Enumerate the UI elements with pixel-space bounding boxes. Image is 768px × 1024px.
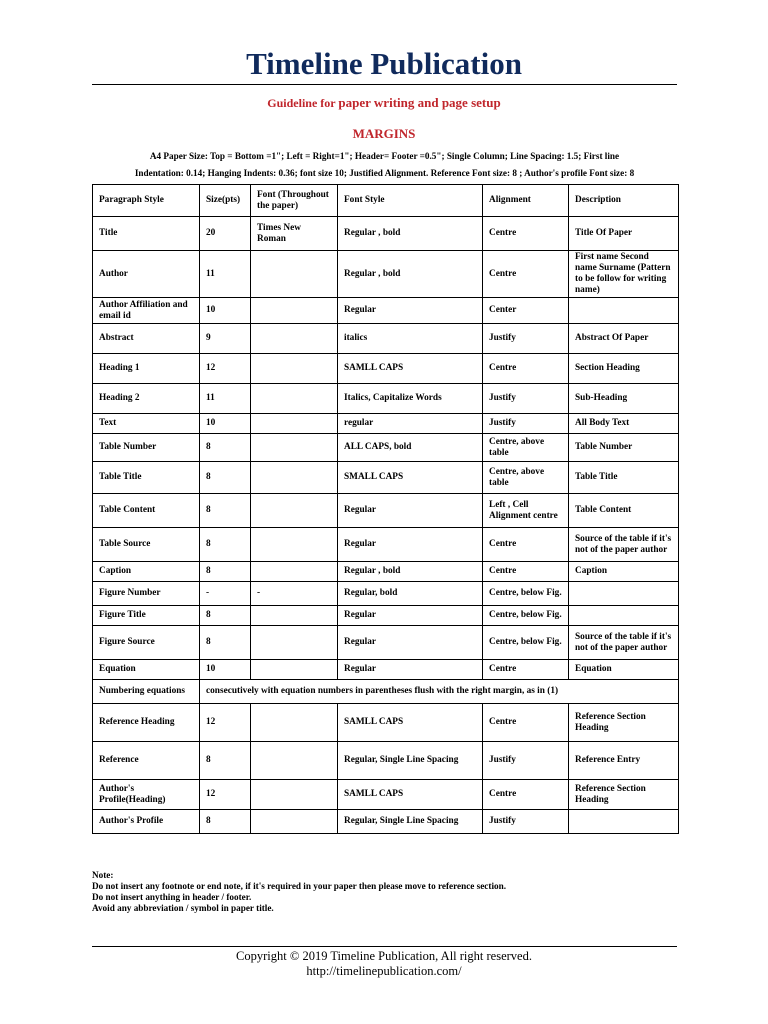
- table-cell: Caption: [93, 562, 200, 582]
- table-cell: [251, 528, 338, 562]
- table-row: [93, 384, 679, 414]
- table-cell: Italics, Capitalize Words: [338, 384, 483, 414]
- table-cell: Regular: [338, 626, 483, 660]
- table-row: [93, 810, 679, 834]
- table-cell: Centre: [483, 251, 569, 298]
- table-header-cell: Description: [569, 185, 679, 217]
- table-cell: [251, 626, 338, 660]
- spec-line-2: Indentation: 0.14; Hanging Indents: 0.36; font size 10; Justified Alignment. Reference Font size: 8 ; Author's profile Font size: 8: [134, 168, 635, 178]
- table-cell: [569, 606, 679, 626]
- spec-line-1: A4 Paper Size: Top = Bottom =1"; Left = Right=1"; Header= Footer =0.5"; Single Column; Line Spacing: 1.5; First line: [149, 151, 620, 161]
- table-cell: 11: [200, 384, 251, 414]
- table-row: [93, 217, 679, 251]
- table-row: [93, 562, 679, 582]
- table-cell: Centre: [483, 704, 569, 742]
- table-cell: Reference Heading: [93, 704, 200, 742]
- table-cell: First name Second name Surname (Pattern to be follow for writing name): [569, 251, 679, 298]
- table-cell: 8: [200, 606, 251, 626]
- table-cell: All Body Text: [569, 414, 679, 434]
- table-cell: Figure Title: [93, 606, 200, 626]
- table-cell: Source of the table if it's not of the paper author: [569, 528, 679, 562]
- table-row: [93, 462, 679, 494]
- table-cell: Left , Cell Alignment centre: [483, 494, 569, 528]
- table-cell: Source of the table if it's not of the paper author: [569, 626, 679, 660]
- note-line: Do not insert anything in header / footer.: [92, 892, 252, 902]
- table-cell: 10: [200, 414, 251, 434]
- table-cell: Equation: [569, 660, 679, 680]
- table-cell: Caption: [569, 562, 679, 582]
- table-cell: ALL CAPS, bold: [338, 434, 483, 462]
- footer-rule: [92, 946, 677, 947]
- table-row: [93, 780, 679, 810]
- table-cell: Regular: [338, 494, 483, 528]
- table-cell: Centre: [483, 528, 569, 562]
- footer-url: http://timelinepublication.com/: [306, 964, 462, 978]
- table-cell: Figure Source: [93, 626, 200, 660]
- table-cell: 11: [200, 251, 251, 298]
- note-line: Avoid any abbreviation / symbol in paper title.: [92, 903, 274, 913]
- table-cell: [569, 298, 679, 324]
- table-cell: [251, 298, 338, 324]
- table-cell: Justify: [483, 414, 569, 434]
- table-cell: -: [251, 582, 338, 606]
- table-row: [93, 528, 679, 562]
- table-cell: Table Content: [569, 494, 679, 528]
- table-cell: Centre: [483, 217, 569, 251]
- table-row: [93, 626, 679, 660]
- table-cell: 8: [200, 462, 251, 494]
- table-cell: 8: [200, 626, 251, 660]
- table-cell: [251, 742, 338, 780]
- table-cell: Reference Section Heading: [569, 704, 679, 742]
- table-cell: 8: [200, 434, 251, 462]
- table-cell: 8: [200, 528, 251, 562]
- table-cell: 12: [200, 780, 251, 810]
- header-rule: [92, 84, 677, 85]
- table-cell: [251, 354, 338, 384]
- table-cell: Center: [483, 298, 569, 324]
- table-cell: [251, 660, 338, 680]
- table-cell: Justify: [483, 324, 569, 354]
- subtitle-main: paper writing and page setup: [338, 95, 501, 110]
- table-row: [93, 742, 679, 780]
- table-cell: Centre, above table: [483, 434, 569, 462]
- table-cell: Figure Number: [93, 582, 200, 606]
- table-cell: [251, 606, 338, 626]
- table-cell: Regular , bold: [338, 562, 483, 582]
- table-cell: italics: [338, 324, 483, 354]
- table-cell: Abstract: [93, 324, 200, 354]
- table-cell: [251, 704, 338, 742]
- table-cell: 12: [200, 704, 251, 742]
- table-cell: Table Content: [93, 494, 200, 528]
- page-subtitle: [0, 95, 768, 111]
- table-cell: regular: [338, 414, 483, 434]
- table-cell: [251, 434, 338, 462]
- table-cell: Table Number: [569, 434, 679, 462]
- table-header-row: [93, 185, 679, 217]
- table-cell: [251, 780, 338, 810]
- table-cell: Justify: [483, 384, 569, 414]
- table-cell: Title Of Paper: [569, 217, 679, 251]
- table-row: [93, 414, 679, 434]
- page-title: Timeline Publication: [246, 46, 522, 81]
- table-cell: Regular: [338, 298, 483, 324]
- table-header-cell: Alignment: [483, 185, 569, 217]
- table-row: [93, 660, 679, 680]
- table-row: [93, 680, 679, 704]
- table-cell: Regular, Single Line Spacing: [338, 810, 483, 834]
- table-cell: Table Source: [93, 528, 200, 562]
- table-cell: 8: [200, 810, 251, 834]
- table-cell: Centre, above table: [483, 462, 569, 494]
- table-cell: Regular: [338, 660, 483, 680]
- table-cell: Regular, Single Line Spacing: [338, 742, 483, 780]
- table-row: [93, 324, 679, 354]
- table-header-cell: Font Style: [338, 185, 483, 217]
- table-cell: SAMLL CAPS: [338, 780, 483, 810]
- table-cell: Equation: [93, 660, 200, 680]
- table-cell: 9: [200, 324, 251, 354]
- table-cell: Title: [93, 217, 200, 251]
- table-cell: Numbering equations: [93, 680, 200, 704]
- note-line: Do not insert any footnote or end note, if it's required in your paper then please move to reference section.: [92, 881, 506, 891]
- table-cell: Author Affiliation and email id: [93, 298, 200, 324]
- table-cell: Author's Profile(Heading): [93, 780, 200, 810]
- table-cell: Reference Section Heading: [569, 780, 679, 810]
- table-cell: SAMLL CAPS: [338, 354, 483, 384]
- margins-heading: MARGINS: [352, 126, 416, 141]
- table-cell: -: [200, 582, 251, 606]
- table-cell: [251, 414, 338, 434]
- table-cell: [251, 251, 338, 298]
- copyright-text: Copyright © 2019 Timeline Publication, All right reserved.: [236, 949, 532, 963]
- guideline-table: [92, 184, 679, 834]
- table-cell: Centre, below Fig.: [483, 626, 569, 660]
- table-cell: Table Number: [93, 434, 200, 462]
- table-cell: [251, 384, 338, 414]
- table-cell: Author's Profile: [93, 810, 200, 834]
- table-row: [93, 582, 679, 606]
- table-cell: Centre, below Fig.: [483, 582, 569, 606]
- table-cell: 8: [200, 742, 251, 780]
- table-row: [93, 354, 679, 384]
- table-cell: Centre: [483, 562, 569, 582]
- table-cell: Regular , bold: [338, 217, 483, 251]
- table-cell: Justify: [483, 810, 569, 834]
- table-cell: Section Heading: [569, 354, 679, 384]
- table-row: [93, 251, 679, 298]
- table-cell: 8: [200, 562, 251, 582]
- table-cell: Regular: [338, 606, 483, 626]
- table-cell: Justify: [483, 742, 569, 780]
- table-cell: 10: [200, 298, 251, 324]
- table-row: [93, 704, 679, 742]
- table-cell: Heading 2: [93, 384, 200, 414]
- table-header-cell: Size(pts): [200, 185, 251, 217]
- table-cell: [251, 494, 338, 528]
- table-cell: Centre: [483, 660, 569, 680]
- table-cell: Centre, below Fig.: [483, 606, 569, 626]
- table-cell: Abstract Of Paper: [569, 324, 679, 354]
- table-cell: SMALL CAPS: [338, 462, 483, 494]
- table-cell: 8: [200, 494, 251, 528]
- table-header-cell: Font (Throughout the paper): [251, 185, 338, 217]
- table-cell: Table Title: [569, 462, 679, 494]
- table-cell: [569, 582, 679, 606]
- table-cell: Heading 1: [93, 354, 200, 384]
- table-cell: Text: [93, 414, 200, 434]
- table-cell: 12: [200, 354, 251, 384]
- table-cell: Reference Entry: [569, 742, 679, 780]
- table-cell: [251, 324, 338, 354]
- table-row: [93, 298, 679, 324]
- table-cell: Centre: [483, 354, 569, 384]
- table-cell: SAMLL CAPS: [338, 704, 483, 742]
- table-row: [93, 494, 679, 528]
- table-cell: 10: [200, 660, 251, 680]
- table-cell: Regular, bold: [338, 582, 483, 606]
- table-cell: Table Title: [93, 462, 200, 494]
- table-cell: Author: [93, 251, 200, 298]
- table-cell: Regular , bold: [338, 251, 483, 298]
- notes-block: [92, 870, 677, 914]
- subtitle-prefix: Guideline for: [267, 96, 339, 110]
- table-cell: Reference: [93, 742, 200, 780]
- table-cell: Centre: [483, 780, 569, 810]
- table-cell: 20: [200, 217, 251, 251]
- table-cell: consecutively with equation numbers in parentheses flush with the right margin, as in (1): [200, 680, 679, 704]
- table-cell: [569, 810, 679, 834]
- table-cell: [251, 562, 338, 582]
- table-row: [93, 606, 679, 626]
- page-footer: [0, 949, 768, 979]
- table-cell: Times New Roman: [251, 217, 338, 251]
- table-row: [93, 434, 679, 462]
- table-header-cell: Paragraph Style: [93, 185, 200, 217]
- table-cell: Sub-Heading: [569, 384, 679, 414]
- table-cell: [251, 462, 338, 494]
- table-cell: [251, 810, 338, 834]
- table-cell: Regular: [338, 528, 483, 562]
- note-heading: Note:: [92, 870, 114, 880]
